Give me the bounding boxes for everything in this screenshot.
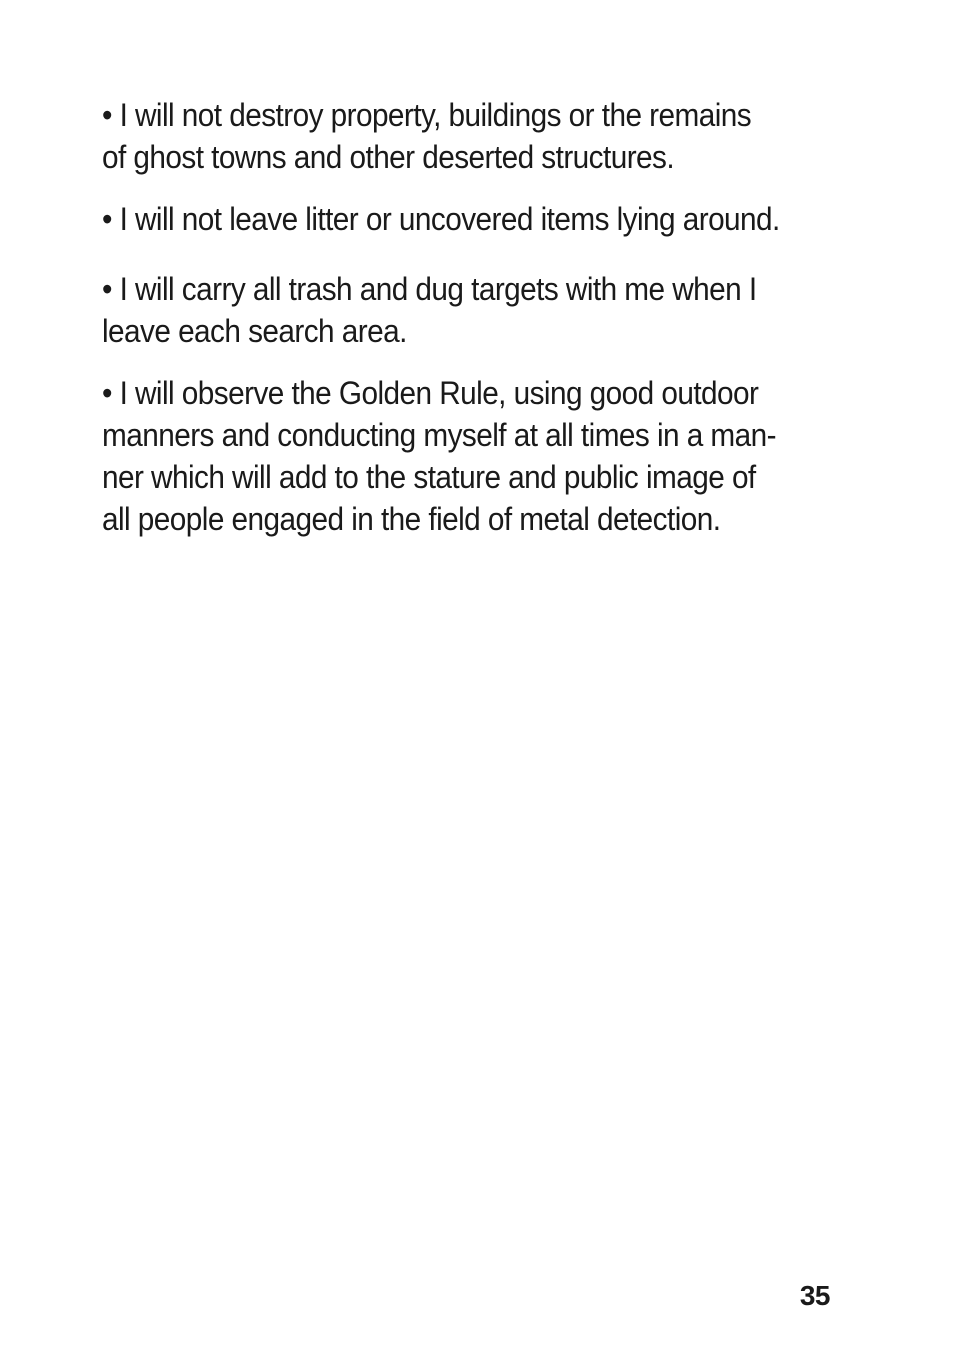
page-number: 35: [799, 1280, 830, 1311]
document-page: [102, 94, 872, 560]
bullet-item-litter: • I will not leave litter or uncovered items lying around.: [102, 201, 780, 237]
bullet-item-trash: • I will carry all trash and dug targets with me when I leave each search area.: [102, 271, 757, 349]
bullet-item-property: • I will not destroy property, buildings or the remains of ghost towns and other deserted structures.: [102, 97, 752, 175]
code-of-ethics-list: [102, 94, 872, 540]
bullet-item-golden-rule: • I will observe the Golden Rule, using good outdoor manners and conducting myself at all times in a man- ner which will add to the stature and public image of all people engaged in the field of metal detection.: [102, 375, 776, 537]
